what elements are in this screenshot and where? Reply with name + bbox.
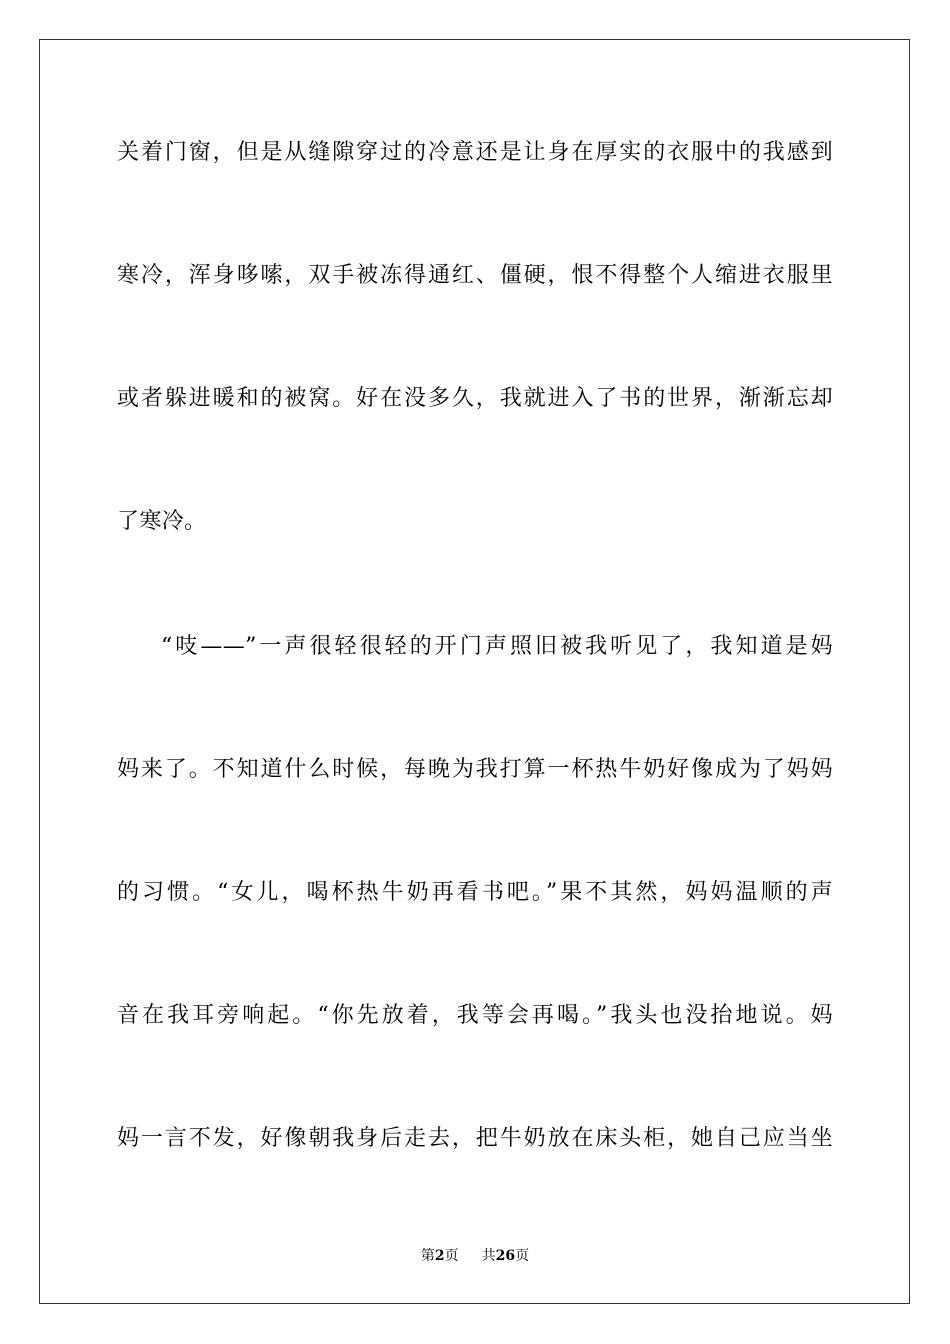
text-line-1: 关着门窗，但是从缝隙穿过的冷意还是让身在厚实的衣服中的我感到 <box>117 140 833 165</box>
text-line-8: 音在我耳旁响起。“你先放着，我等会再喝。”我头也没抬地说。妈 <box>117 1003 833 1028</box>
text-line-5-paragraph-start: “吱——”一声很轻很轻的开门声照旧被我听见了，我知道是妈 <box>161 634 833 659</box>
total-suffix: 页 <box>515 1248 530 1264</box>
page-border <box>39 39 910 1304</box>
text-line-4: 了寒冷。 <box>117 509 207 534</box>
total-number: 26 <box>495 1248 516 1264</box>
page-number: 2 <box>434 1248 445 1264</box>
page-prefix: 第 <box>420 1248 435 1264</box>
page-footer <box>0 1246 950 1266</box>
page-indicator <box>421 1246 459 1266</box>
text-line-6: 妈来了。不知道什么时候，每晚为我打算一杯热牛奶好像成为了妈妈 <box>117 757 833 782</box>
total-prefix: 共 <box>481 1248 496 1264</box>
text-line-2: 寒冷，浑身哆嗦，双手被冻得通红、僵硬，恨不得整个人缩进衣服里 <box>117 263 833 288</box>
total-pages-indicator <box>482 1246 529 1266</box>
text-line-3: 或者躲进暖和的被窝。好在没多久，我就进入了书的世界，渐渐忘却 <box>117 386 833 411</box>
page-suffix: 页 <box>444 1248 459 1264</box>
text-line-9: 妈一言不发，好像朝我身后走去，把牛奶放在床头柜，她自己应当坐 <box>117 1126 833 1151</box>
text-line-7: 的习惯。“女儿，喝杯热牛奶再看书吧。”果不其然，妈妈温顺的声 <box>117 880 833 905</box>
